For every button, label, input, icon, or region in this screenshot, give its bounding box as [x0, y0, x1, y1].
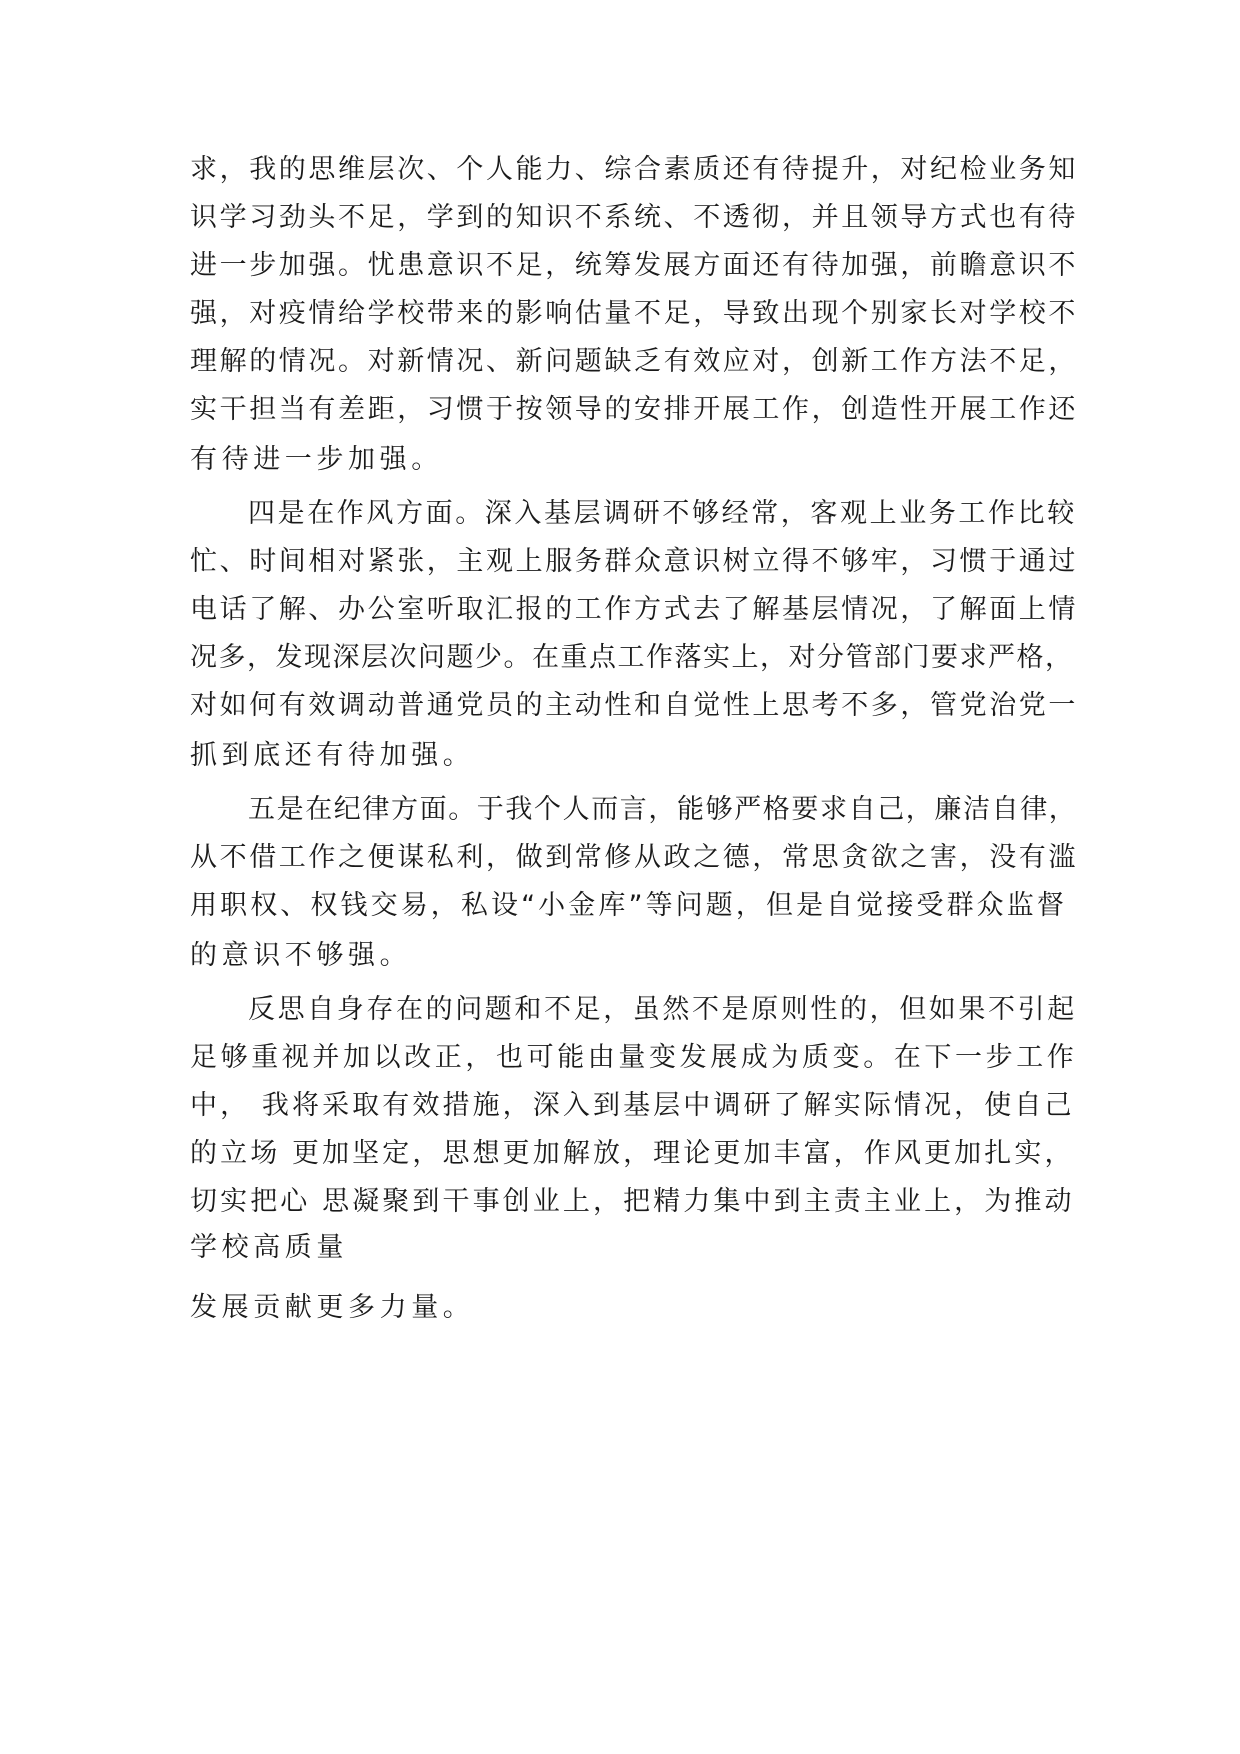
text-line: 切实把心 思凝聚到干事创业上，把精力集中到主责主业上，为推动 — [190, 1186, 1075, 1217]
text-line: 抓到底还有待加强。 — [190, 740, 475, 771]
text-line: 中， 我将采取有效措施，深入到基层中调研了解实际情况，使自己 — [190, 1090, 1075, 1121]
text-line: 忙、时间相对紧张，主观上服务群众意识树立得不够牢，习惯于通过 — [190, 546, 1078, 577]
text-line: 强，对疫情给学校带来的影响估量不足，导致出现个别家长对学校不 — [190, 298, 1078, 329]
text-line: 学校高质量 — [190, 1232, 348, 1263]
text-line: 用职权、权钱交易，私设“小金库”等问题，但是自觉接受群众监督 — [190, 890, 1067, 921]
text-line: 有待进一步加强。 — [190, 444, 443, 475]
text-line: 足够重视并加以改正，也可能由量变发展成为质变。在下一步工作 — [190, 1042, 1078, 1073]
text-line: 对如何有效调动普通党员的主动性和自觉性上思考不多，管党治党一 — [190, 690, 1078, 721]
text-line: 理解的情况。对新情况、新问题缺乏有效应对，创新工作方法不足， — [190, 346, 1078, 377]
text-line: 识学习劲头不足，学到的知识不系统、不透彻，并且领导方式也有待 — [190, 202, 1078, 233]
text-line: 四是在作风方面。深入基层调研不够经常，客观上业务工作比较 — [248, 498, 1077, 529]
text-line: 反思自身存在的问题和不足，虽然不是原则性的，但如果不引起 — [248, 994, 1077, 1025]
text-line: 况多，发现深层次问题少。在重点工作落实上，对分管部门要求严格， — [190, 642, 1074, 673]
text-line: 发展贡献更多力量。 — [190, 1292, 475, 1323]
text-line: 从不借工作之便谋私利，做到常修从政之德，常思贪欲之害，没有滥 — [190, 842, 1078, 873]
text-line: 的意识不够强。 — [190, 940, 412, 971]
text-line: 进一步加强。忧患意识不足，统筹发展方面还有待加强，前瞻意识不 — [190, 250, 1078, 281]
text-line: 电话了解、办公室听取汇报的工作方式去了解基层情况，了解面上情 — [190, 594, 1078, 625]
text-line: 实干担当有差距，习惯于按领导的安排开展工作，创造性开展工作还 — [190, 394, 1078, 425]
text-line: 的立场 更加坚定，思想更加解放，理论更加丰富，作风更加扎实， — [190, 1138, 1075, 1169]
text-line: 五是在纪律方面。于我个人而言，能够严格要求自己，廉洁自律， — [248, 794, 1078, 825]
text-line: 求，我的思维层次、个人能力、综合素质还有待提升，对纪检业务知 — [190, 154, 1078, 185]
